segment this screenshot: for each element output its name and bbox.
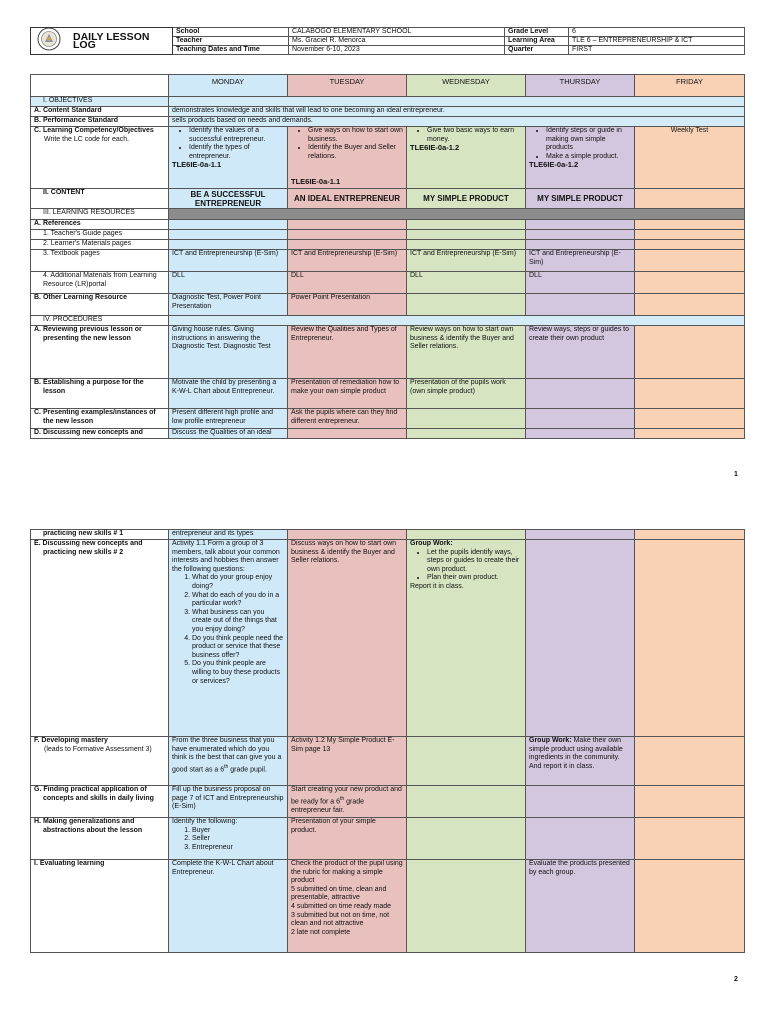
proc-e-mon: Activity 1.1 Form a group of 3 members, talk about your common interests and hobbies then answer the following questions: 1. What do your group enjoy doing? 2. What do each of you do in a particular work? 3. What business can you create out of the things that you enjoy doing? 4. Do you think people need the product or service that these business offer? 5. Do you think people are willing to buy these products or services? (169, 540, 288, 737)
proc-f-tue: Activity 1.2 My Simple Product E-Sim page 13 (288, 737, 407, 786)
school-label: School (173, 28, 289, 37)
additional-materials-label: 4. Additional Materials from Learning Resource (LR)portal (31, 272, 169, 294)
proc-f-mon: From the three business that you have enumerated which do you think is the best that can give you a good start as a 6th grade pupil. (169, 737, 288, 786)
proc-d-mon-part1: Discuss the Qualities of an ideal (169, 429, 288, 439)
content-tue: AN IDEAL ENTREPRENEUR (288, 189, 407, 209)
proc-d-label-part2: practicing new skills # 1 (31, 530, 169, 540)
competency-label: C. Learning Competency/Objectives (34, 127, 154, 134)
objectives-heading: I. OBJECTIVES (31, 97, 169, 107)
day-friday: FRIDAY (635, 75, 745, 97)
proc-i-tue: Check the product of the pupil using the rubric for making a simple product 5 submitted on time, clean and presentable, attractive 4 submitted on time ready made 3 submitted but not on time, not clean and not attractive 2 late not complete (288, 860, 407, 953)
proc-b-tue: Presentation of remediation how to make your own simple product (288, 379, 407, 409)
proc-h-mon: Identify the following: 1. Buyer 2. Seller 3. Entrepreneur (169, 818, 288, 860)
proc-g-label: G. Finding practical application of concepts and skills in daily living (31, 786, 169, 818)
proc-i-thu: Evaluate the products presented by each group. (526, 860, 635, 953)
proc-h-tue: Presentation of your simple product. (288, 818, 407, 860)
proc-e-tue: Discuss ways on how to start own business & identify the Buyer and Seller relations. (288, 540, 407, 737)
proc-c-mon: Present different high profile and low profile entrepreneur (169, 409, 288, 429)
proc-a-tue: Review the Qualities and Types of Entrepreneur. (288, 326, 407, 379)
fri-objectives: Weekly Test (635, 127, 745, 189)
proc-b-label: B. Establishing a purpose for the lesson (31, 379, 169, 409)
thu-objectives: • Identify steps or guide in making own simple products • Make a simple product. TLE6IE-0a-1.2 (526, 127, 635, 189)
proc-e-label: E. Discussing new concepts and practicing new skills # 2 (31, 540, 169, 737)
textbook-thu: ICT and Entrepreneurship (E-Sim) (526, 250, 635, 272)
day-thursday: THURSDAY (526, 75, 635, 97)
day-monday: MONDAY (169, 75, 288, 97)
content-wed: MY SIMPLE PRODUCT (407, 189, 526, 209)
lesson-table-page2 (30, 529, 745, 953)
proc-a-wed: Review ways on how to start own business & identify the Buyer and Seller relations. (407, 326, 526, 379)
content-mon: BE A SUCCESSFUL ENTREPRENEUR (169, 189, 288, 209)
quarter-label: Quarter (505, 46, 569, 55)
content-label: II. CONTENT (31, 189, 169, 209)
learning-area-label: Learning Area (505, 37, 569, 46)
proc-c-label: C. Presenting examples/instances of the new lesson (31, 409, 169, 429)
proc-b-wed: Presentation of the pupils work (own simple product) (407, 379, 526, 409)
proc-f-label: F. Developing mastery (leads to Formative Assessment 3) (31, 737, 169, 786)
lesson-table-page1 (30, 74, 745, 439)
content-thu: MY SIMPLE PRODUCT (526, 189, 635, 209)
performance-standard-text: sells products based on needs and demands. (169, 117, 745, 127)
header-table (30, 27, 745, 55)
proc-i-label: I. Evaluating learning (31, 860, 169, 953)
proc-g-tue: Start creating your new product and be ready for a 6th grade entrepreneur fair. (288, 786, 407, 818)
wed-objectives: • Give two basic ways to earn money. TLE6IE-0a-1.2 (407, 127, 526, 189)
school-value: CALABOGO ELEMENTARY SCHOOL (289, 28, 505, 37)
other-resource-mon: Diagnostic Test, Power Point Presentation (169, 294, 288, 316)
proc-h-label: H. Making generalizations and abstractions about the lesson (31, 818, 169, 860)
page-number-1: 1 (734, 471, 738, 478)
content-standard-text: demonstrates knowledge and skills that will lead to one becoming an ideal entrepreneur. (169, 107, 745, 117)
resources-heading: III. LEARNING RESOURCES (31, 209, 169, 220)
content-standard-label: A. Content Standard (31, 107, 169, 117)
textbook-wed: ICT and Entrepreneurship (E-Sim) (407, 250, 526, 272)
references-label: A. References (31, 220, 169, 230)
other-resource-tue: Power Point Presentation (288, 294, 407, 316)
additional-mon: DLL (169, 272, 288, 294)
proc-a-mon: Giving house rules. Giving instructions in answering the Diagnostic Test. Diagnostic Test (169, 326, 288, 379)
textbook-label: 3. Textbook pages (31, 250, 169, 272)
additional-wed: DLL (407, 272, 526, 294)
performance-standard-label: B. Performance Standard (31, 117, 169, 127)
proc-g-mon: Fill up the business proposal on page 7 of ICT and Entrepreneurship (E-Sim) (169, 786, 288, 818)
procedures-heading: IV. PROCEDURES (31, 316, 169, 326)
grade-level-label: Grade Level (505, 28, 569, 37)
dll-title: DAILY LESSON LOG (31, 28, 173, 55)
teacher-label: Teacher (173, 37, 289, 46)
proc-a-label: A. Reviewing previous lesson or presenting the new lesson (31, 326, 169, 379)
proc-d-label-part1: D. Discussing new concepts and (31, 429, 169, 439)
other-resource-label: B. Other Learning Resource (31, 294, 169, 316)
page-number-2: 2 (734, 976, 738, 983)
learning-area-value: TLE 6 – ENTREPRENEURSHIP & ICT (569, 37, 745, 46)
teachers-guide-label: 1. Teacher's Guide pages (31, 230, 169, 240)
proc-i-mon: Complete the K-W-L Chart about Entrepreneur. (169, 860, 288, 953)
proc-b-mon: Motivate the child by presenting a K-W-L Chart about Entrepreneur. (169, 379, 288, 409)
mon-objectives: • Identify the values of a successful entrepreneur. • Identify the types of entrepreneur. TLE6IE-0a-1.1 (169, 127, 288, 189)
learners-materials-label: 2. Learner's Materials pages (31, 240, 169, 250)
additional-thu: DLL (526, 272, 635, 294)
proc-a-thu: Review ways, steps or guides to create their own product (526, 326, 635, 379)
day-wednesday: WEDNESDAY (407, 75, 526, 97)
teacher-value: Ms. Graciel R. Menorca (289, 37, 505, 46)
day-tuesday: TUESDAY (288, 75, 407, 97)
dates-value: November 6-10, 2023 (289, 46, 505, 55)
additional-tue: DLL (288, 272, 407, 294)
proc-e-wed: Group Work: • Let the pupils identify ways, steps or guides to create their own product. • Plan their own product. Report it in class. (407, 540, 526, 737)
proc-c-tue: Ask the pupils where can they find different entrepreneur. (288, 409, 407, 429)
proc-f-thu: Group Work: Make their own simple product using available ingredients in the community. And report it in class. (526, 737, 635, 786)
proc-d-mon-part2: entrepreneur and its types (169, 530, 288, 540)
dates-label: Teaching Dates and Time (173, 46, 289, 55)
tue-objectives: • Give ways on how to start own business. • Identify the Buyer and Seller relations. TLE6IE-0a-1.1 (288, 127, 407, 189)
grade-level-value: 6 (569, 28, 745, 37)
textbook-mon: ICT and Entrepreneurship (E-Sim) (169, 250, 288, 272)
textbook-tue: ICT and Entrepreneurship (E-Sim) (288, 250, 407, 272)
quarter-value: FIRST (569, 46, 745, 55)
competency-sublabel: Write the LC code for each. (44, 135, 130, 143)
